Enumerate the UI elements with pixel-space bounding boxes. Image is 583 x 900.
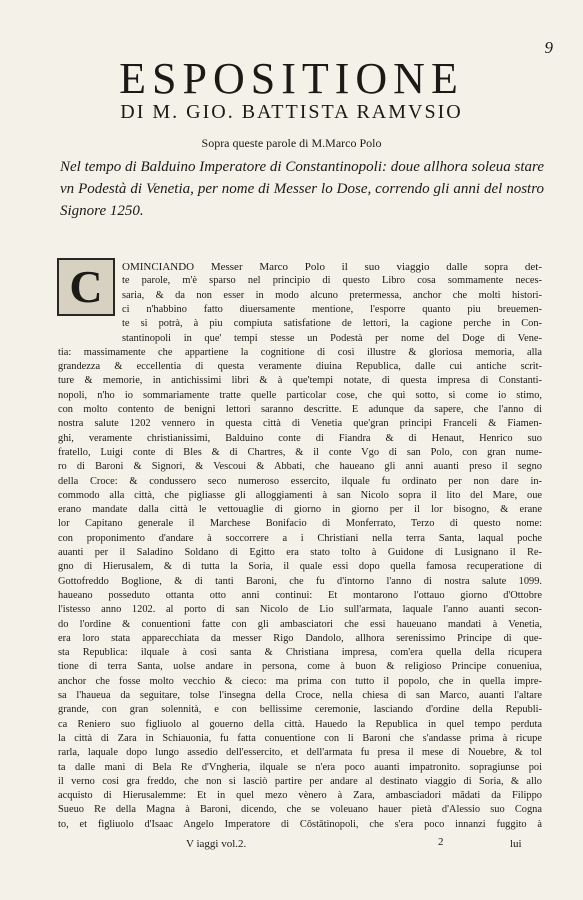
page-number: 9 [544,38,553,57]
text-line: haueano posseduto ottanta otto anni continui: Et montarono l'ottauo giorno d'Ottobre [58,589,542,601]
decorated-initial [57,258,115,316]
text-line: nopoli, n'ho io sommariamente tratte quelle particolar cose, che qui sotto, si come io stimo, [58,389,542,401]
text-line: te si potrà, à piu compiuta satisfatione de lettori, la cagione perche in Con- [122,318,542,330]
quoted-heading: Nel tempo di Balduino Imperatore di Constantinopoli: doue allhora soleua stare vn Podestà di Venetia, per nome di Messer lo Dose, correndo gli anni del nostro Signore 1250. [60,159,544,219]
text-line: Sueuo Re della Magna à Baroni, dicendo, che se voleuano hauer pietà d'Alessio suo Cogna [58,804,542,816]
text-line: fratello, Luigi conte di Bles & di Chartres, & il conte Vgo di san Polo, con gran nume- [58,446,542,458]
text-line: ture & memorie, in antichissimi libri & à que'tempi notate, di questa impresa di Constanti- [58,375,542,387]
signature-mark: V iaggi vol.2. [186,838,247,850]
text-line: ca Reniero suo figliuolo al gouerno della città. Hauedo la Republica in quel tempo perduta [58,718,542,730]
text-line: il verno cosi gra freddo, che non si lasciò partire per andare al destinato viaggio di Soria, & allo [58,775,542,787]
text-line: grandezza & eccellentia di questa veramente diuina Republica, dalle cui antiche scrit- [58,361,542,373]
text-line: auanti per il Saladino Soldano di Egitto era stato tolto à Guidone di Lusignano il Re- [58,547,542,558]
text-line: con molto contento de benigni lettori saranno descritte. E adunque da sapere, che l'anno di [58,404,542,415]
text-line: rarla, laquale dopo lungo assedio dell'essercito, et dell'armata fu presa il mese di Nouebre, & tol [58,747,542,759]
text-line: acquisto di Hierusalemme: Et in quel mezo vènero à Zara, ambasciadori mādati da Filippo [58,790,542,802]
text-line: sa l'haueua da seguitare, tolse l'insegna della Croce, nella chiesa di san Marco, auanti l'altare [58,690,542,701]
catchword: lui [510,838,522,850]
initial-letter: C [69,261,103,312]
text-line: anchor che fosse molto vecchio & cieco: ma prima con tutto il popolo, che in quella impre- [58,675,542,687]
text-line: commodo alla città, che pigliasse gli alloggiamenti à san Nicolo sopra il lito del Mare, oue [58,489,542,501]
text-line: stantinopoli in que' tempi stesse un Podestà per nome del Doge di Vene- [122,332,542,344]
text-line: erano mandate dalla città le vettouaglie di giorno in giorno per il lor bisogno, & erane [58,504,542,516]
text-line: ta dalle mani di Bela Re d'Vngheria, ilquale se n'era poco auanti impatronito. sopragiunse poi [58,761,542,773]
text-line: Gottofreddo Boglione, & di tanti Baroni, che fu d'intorno l'anno di nostra salute 1099. [58,575,542,587]
text-line: OMINCIANDO Messer Marco Polo il suo viaggio dalle sopra det- [122,261,542,273]
text-line: la città di Zara in Schiauonia, fu fatta conuentione con li Baroni che s'andasse prima à ricupe [58,732,542,744]
text-line: sta Republica: ilquale à così santa & Christiana impresa, com'era quella della ricupera [58,647,542,659]
page-title: ESPOSITIONE [119,54,464,103]
text-line: nostra salute 1202 vennero in questa città di Venetia que'gran principi Franceli & Fiamen- [58,418,542,430]
text-line: tia: massimamente che appartiene la cognitione di così illustre & gloriosa memoria, alla [58,346,542,358]
text-line: ro di Baroni & Signori, & Vescoui & Abbati, che haueano gli anni auanti preso il segno [58,461,542,473]
text-line: gno di Hierusalem, & di tutta la Soria, il quale essi dopo quella famosa recuperatione di [58,561,542,573]
text-line: era loro stata apparecchiata da messer Rigo Dandolo, allhora serenissimo Principe di que- [58,632,542,644]
text-line: l'istesso anno 1202. al porto di san Nicolo de Lio sull'armata, laquale l'anno auanti secon- [58,604,542,616]
text-line: grande, con gran solennità, e con bellissime ceremonie, lasciando d'ordine della Republi- [58,704,542,716]
text-line: te parole, m'è sparso nel principio di questo Libro cosa sommamente neces- [122,275,542,287]
gathering-number: 2 [438,836,444,848]
text-line: to, et figliuolo d'Isaac Angelo Imperatore di Cōstātinopoli, che s'era poco innanzi fuggito à [58,818,542,830]
text-line: della Croce: & condussero seco numeroso essercito, ilquale fu ordinato per non dare in- [58,475,542,487]
topic-line: Sopra queste parole di M.Marco Polo [201,136,382,150]
text-line: do l'ordine & conuentioni fatte con gli ambasciatori che essi haueuano mandati à Venetia, [58,618,542,630]
text-line: lor Capitano generale il Marchese Bonifacio di Monferrato, Terzo di questo nome: [58,518,542,530]
text-line: con proponimento d'andare à soccorrere a i Christiani nella terra Santa, laqual poche [58,532,542,544]
text-line: ghi, veramente christianissimi, Balduino conte di Fiandra & di Henaut, Henrico suo [58,432,542,444]
text-line: ci n'habbino fatto diuersamente mentione, l'esporre quanto piu breuemen- [122,303,542,315]
author-subtitle: DI M. GIO. BATTISTA RAMVSIO [120,101,463,123]
text-line: tione di terra Santa, uolse andare in persona, come à buon & religioso Principe conueniua, [58,661,542,673]
text-line: saria, & da non esser in modo alcuno pretermessa, anchor che molti histori- [122,289,542,301]
